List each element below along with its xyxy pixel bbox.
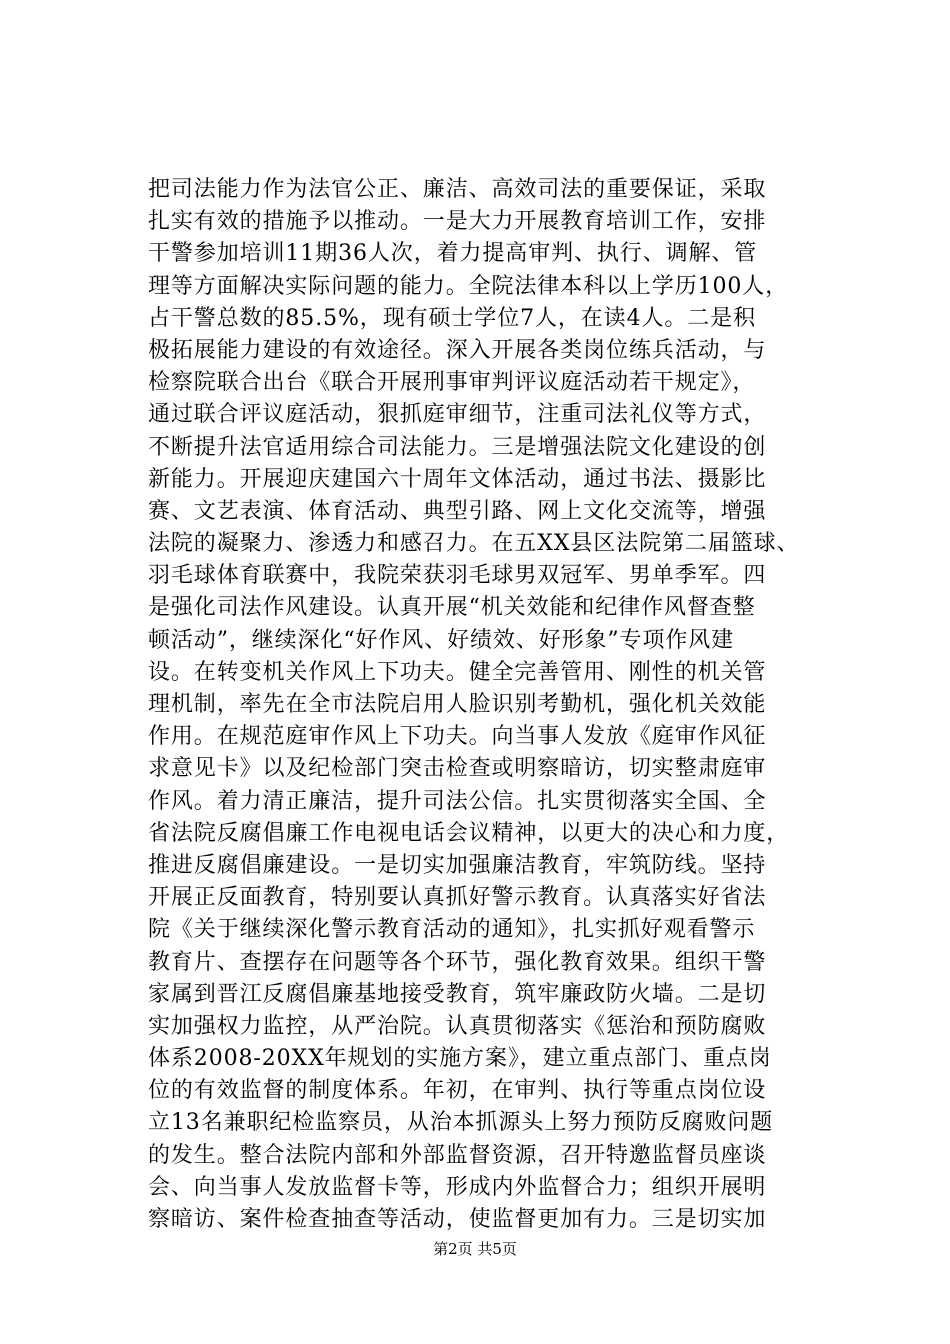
text-line: 通过联合评议庭活动，狠抓庭审细节，注重司法礼仪等方式，	[148, 402, 767, 428]
text-line: 把司法能力作为法官公正、廉洁、高效司法的重要保证，采取	[148, 177, 767, 202]
text-line: 设。在转变机关作风上下功夫。健全完善管用、刚性的机关管	[148, 659, 767, 685]
text-line: 求意见卡》以及纪检部门突击检查或明察暗访，切实整肃庭审	[148, 756, 767, 782]
body-text	[148, 174, 848, 1236]
text-line: 的发生。整合法院内部和外部监督资源，召开特邀监督员座谈	[148, 1142, 767, 1168]
text-line: 是强化司法作风建设。认真开展“机关效能和纪律作风督查整	[148, 595, 756, 621]
text-line: 占干警总数的85.5%，现有硕士学位7人，在读4人。二是积	[148, 305, 756, 331]
text-line: 作风。着力清正廉洁，提升司法公信。扎实贯彻落实全国、全	[148, 788, 767, 814]
text-line: 察暗访、案件检查抽查等活动，使监督更加有力。三是切实加	[148, 1207, 767, 1232]
text-line: 开展正反面教育，特别要认真抓好警示教育。认真落实好省法	[148, 885, 767, 911]
text-line: 会、向当事人发放监督卡等，形成内外监督合力；组织开展明	[148, 1174, 767, 1200]
text-line: 实加强权力监控，从严治院。认真贯彻落实《惩治和预防腐败	[148, 1013, 767, 1039]
text-line: 新能力。开展迎庆建国六十周年文体活动，通过书法、摄影比	[148, 466, 767, 492]
text-line: 检察院联合出台《联合开展刑事审判评议庭活动若干规定》，	[148, 370, 756, 396]
text-line: 家属到晋江反腐倡廉基地接受教育，筑牢廉政防火墙。二是切	[148, 981, 767, 1007]
text-line: 理机制，率先在全市法院启用人脸识别考勤机，强化机关效能	[148, 692, 767, 717]
text-line: 院《关于继续深化警示教育活动的通知》，扎实抓好观看警示	[148, 917, 756, 943]
text-line: 顿活动”，继续深化“好作风、好绩效、好形象”专项作风建	[148, 627, 735, 653]
text-line: 干警参加培训11期36人次，着力提高审判、执行、调解、管	[148, 241, 758, 267]
text-line: 位的有效监督的制度体系。年初，在审判、执行等重点岗位设	[148, 1078, 767, 1104]
text-line: 立13名兼职纪检监察员，从治本抓源头上努力预防反腐败问题	[148, 1110, 774, 1136]
page-number-footer: 第2页 共5页	[433, 1240, 517, 1258]
text-line: 羽毛球体育联赛中，我院荣获羽毛球男双冠军、男单季军。四	[148, 563, 767, 589]
text-line: 作用。在规范庭审作风上下功夫。向当事人发放《庭审作风征	[148, 724, 767, 750]
text-line: 省法院反腐倡廉工作电视电话会议精神，以更大的决心和力度，	[148, 820, 790, 846]
text-line: 推进反腐倡廉建设。一是切实加强廉洁教育，牢筑防线。坚持	[148, 852, 767, 878]
text-line: 法院的凝聚力、渗透力和感召力。在五XX县区法院第二届篮球、	[148, 531, 800, 557]
text-line: 赛、文艺表演、体育活动、典型引路、网上文化交流等，增强	[148, 498, 767, 524]
text-line: 极拓展能力建设的有效途径。深入开展各类岗位练兵活动，与	[148, 337, 767, 363]
text-line: 扎实有效的措施予以推动。一是大力开展教育培训工作，安排	[148, 209, 767, 235]
text-line: 教育片、查摆存在问题等各个环节，强化教育效果。组织干警	[148, 949, 767, 975]
text-line: 不断提升法官适用综合司法能力。三是增强法院文化建设的创	[148, 434, 767, 460]
text-line: 体系2008-20XX年规划的实施方案》，建立重点部门、重点岗	[148, 1046, 772, 1072]
text-line: 理等方面解决实际问题的能力。全院法律本科以上学历100人，	[148, 273, 789, 299]
